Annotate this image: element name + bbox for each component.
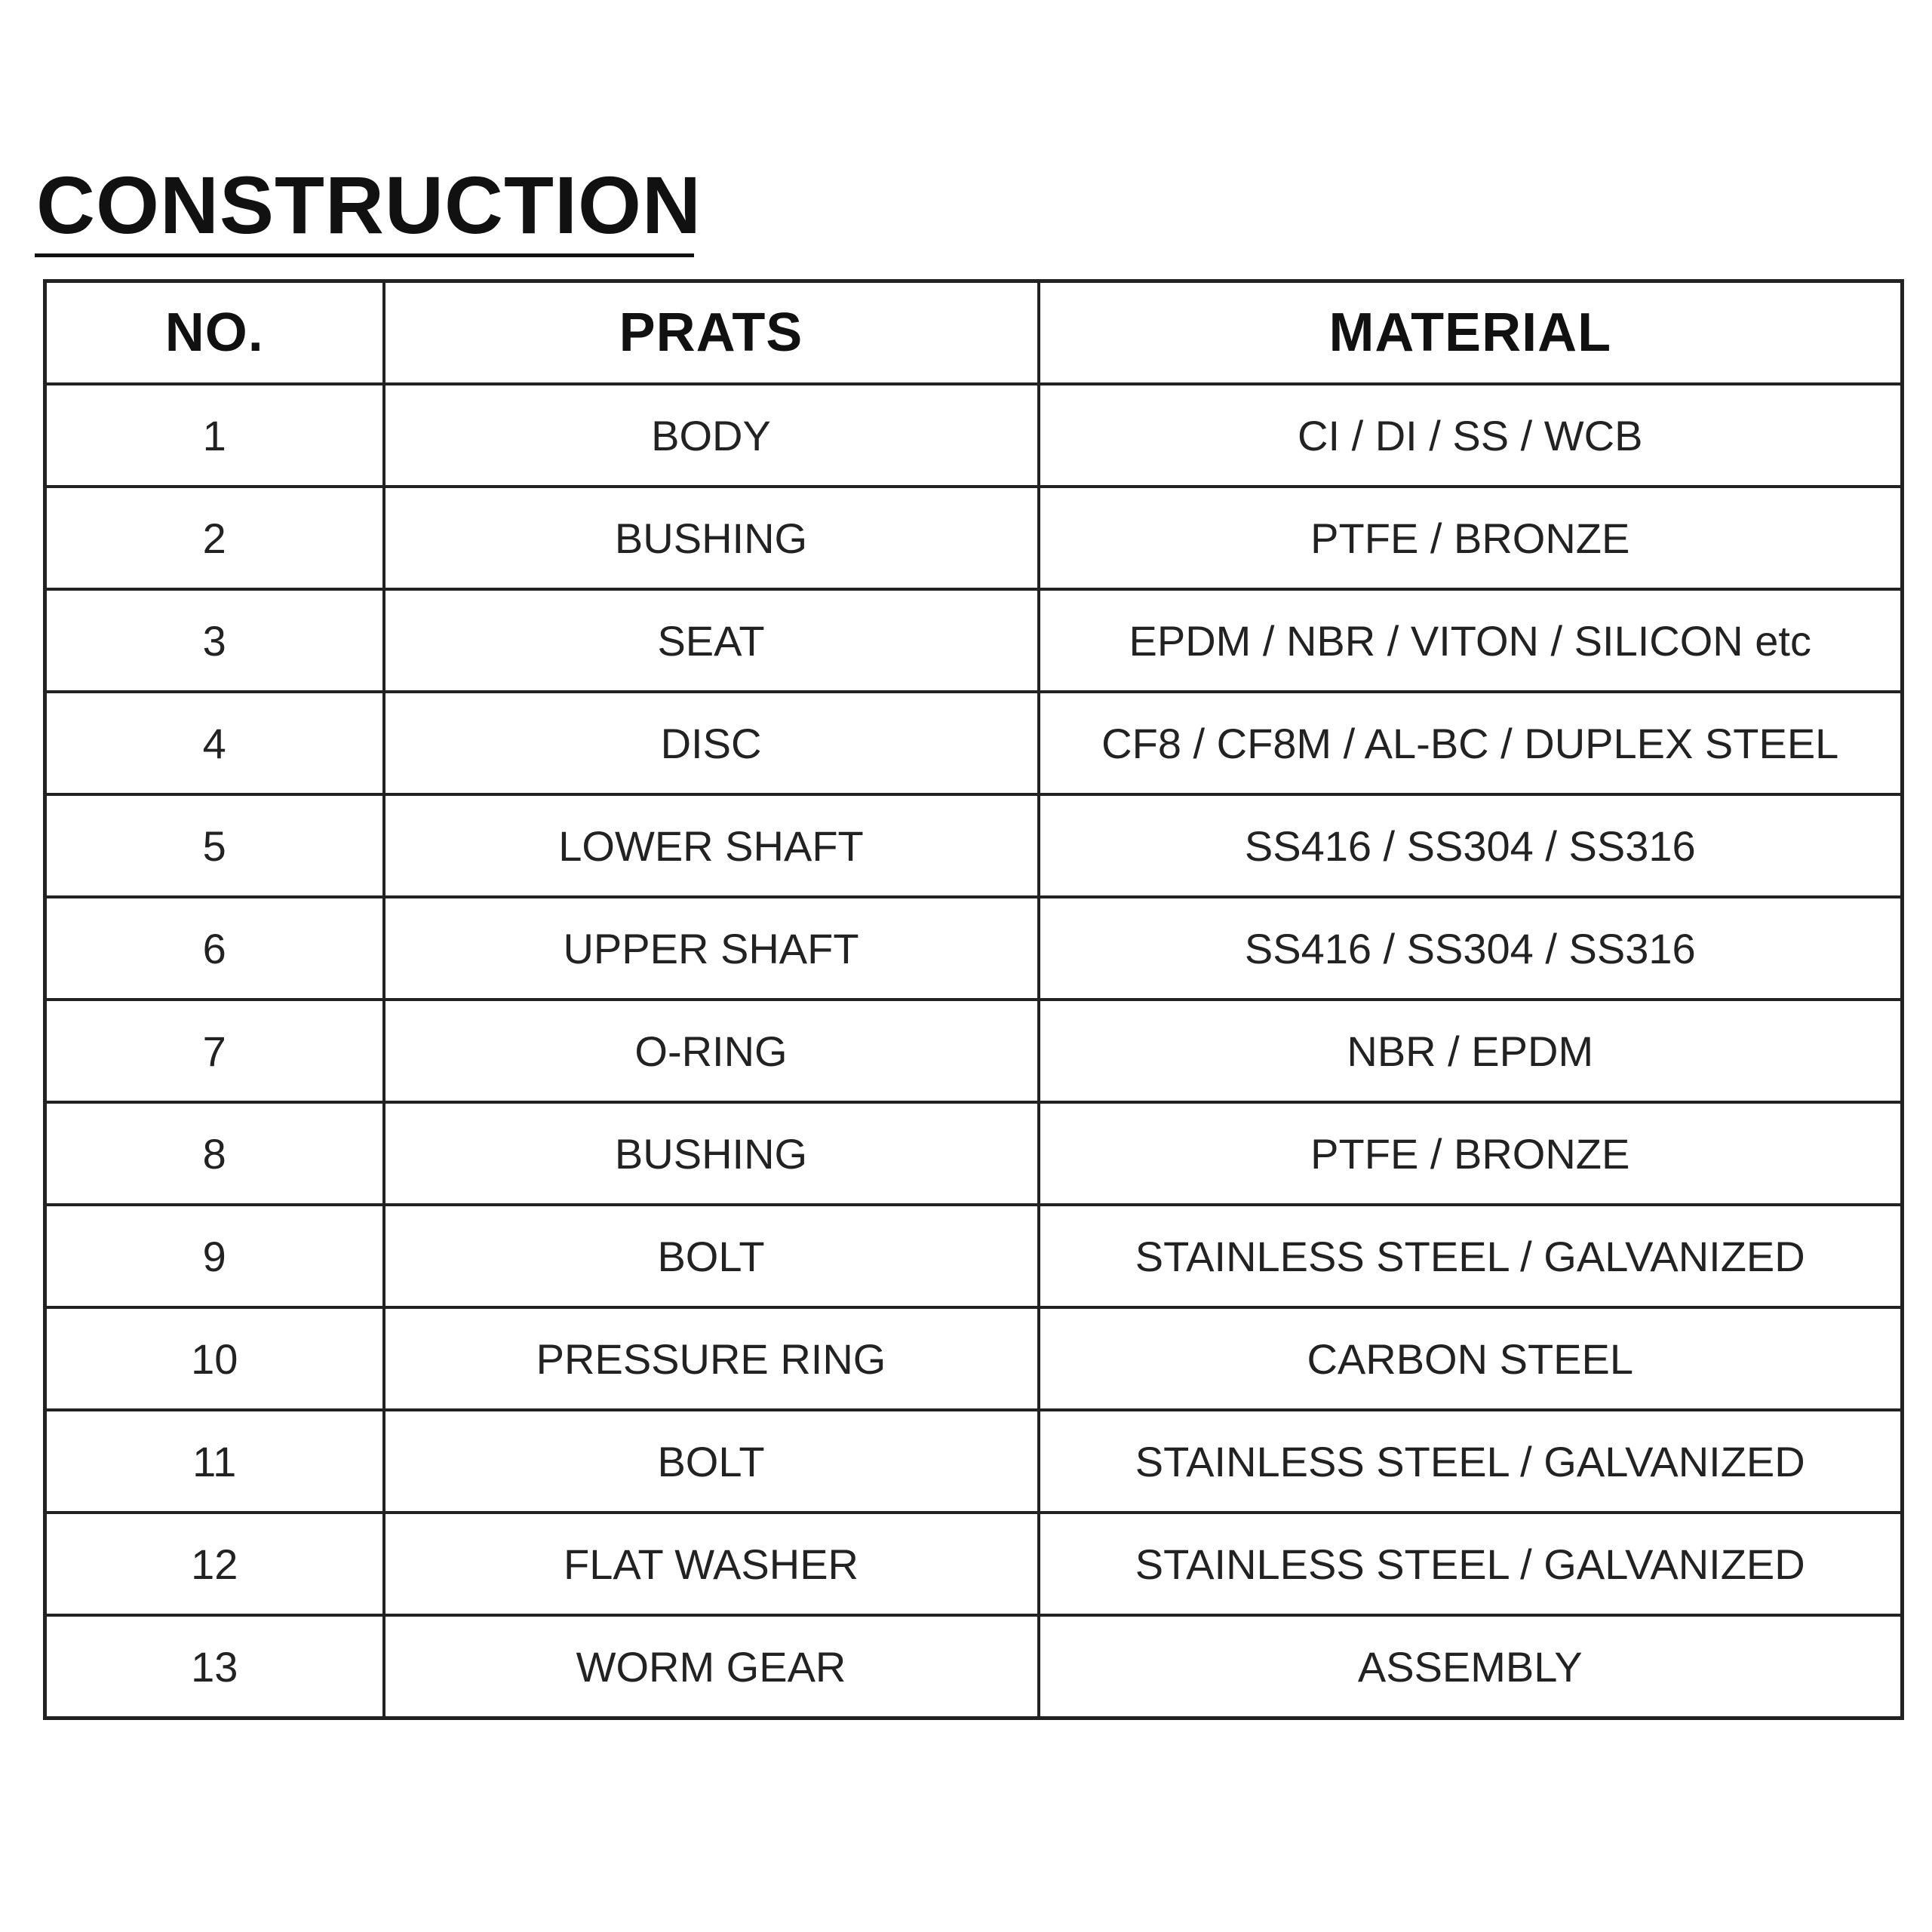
cell-material: STAINLESS STEEL / GALVANIZED	[1039, 1205, 1903, 1307]
cell-material: STAINLESS STEEL / GALVANIZED	[1039, 1513, 1903, 1615]
cell-material: CARBON STEEL	[1039, 1307, 1903, 1410]
table-row	[45, 384, 1903, 487]
cell-part: PRESSURE RING	[384, 1307, 1039, 1410]
cell-part: BUSHING	[384, 1102, 1039, 1205]
cell-material: ASSEMBLY	[1039, 1615, 1903, 1719]
cell-no: 6	[45, 897, 384, 1000]
cell-part: O-RING	[384, 1000, 1039, 1102]
cell-no: 7	[45, 1000, 384, 1102]
cell-material: STAINLESS STEEL / GALVANIZED	[1039, 1410, 1903, 1513]
table-row	[45, 1205, 1903, 1307]
cell-part: WORM GEAR	[384, 1615, 1039, 1719]
table-row	[45, 794, 1903, 897]
header-material: MATERIAL	[1039, 281, 1903, 385]
cell-material: PTFE / BRONZE	[1039, 487, 1903, 589]
cell-material: CI / DI / SS / WCB	[1039, 384, 1903, 487]
table-row	[45, 1513, 1903, 1615]
cell-no: 12	[45, 1513, 384, 1615]
cell-material: EPDM / NBR / VITON / SILICON etc	[1039, 589, 1903, 692]
cell-no: 11	[45, 1410, 384, 1513]
table-row	[45, 589, 1903, 692]
cell-part: UPPER SHAFT	[384, 897, 1039, 1000]
page-title: CONSTRUCTION	[36, 159, 702, 250]
cell-no: 1	[45, 384, 384, 487]
table-row	[45, 1000, 1903, 1102]
cell-part: BODY	[384, 384, 1039, 487]
title-underline	[35, 253, 694, 257]
cell-no: 13	[45, 1615, 384, 1719]
cell-part: DISC	[384, 692, 1039, 794]
cell-no: 4	[45, 692, 384, 794]
table-body	[45, 384, 1903, 1719]
header-row	[45, 281, 1903, 385]
cell-material: SS416 / SS304 / SS316	[1039, 897, 1903, 1000]
cell-no: 10	[45, 1307, 384, 1410]
cell-no: 5	[45, 794, 384, 897]
cell-no: 9	[45, 1205, 384, 1307]
header-no: NO.	[45, 281, 384, 385]
table-row	[45, 1615, 1903, 1719]
cell-part: SEAT	[384, 589, 1039, 692]
header-parts: PRATS	[384, 281, 1039, 385]
cell-no: 8	[45, 1102, 384, 1205]
cell-part: BOLT	[384, 1410, 1039, 1513]
cell-part: LOWER SHAFT	[384, 794, 1039, 897]
table-row	[45, 692, 1903, 794]
cell-part: BUSHING	[384, 487, 1039, 589]
table-row	[45, 897, 1903, 1000]
cell-material: NBR / EPDM	[1039, 1000, 1903, 1102]
table-row	[45, 487, 1903, 589]
cell-material: SS416 / SS304 / SS316	[1039, 794, 1903, 897]
table-header	[45, 281, 1903, 385]
cell-no: 3	[45, 589, 384, 692]
cell-material: PTFE / BRONZE	[1039, 1102, 1903, 1205]
table-row	[45, 1307, 1903, 1410]
cell-no: 2	[45, 487, 384, 589]
construction-table	[43, 279, 1904, 1720]
cell-part: BOLT	[384, 1205, 1039, 1307]
cell-part: FLAT WASHER	[384, 1513, 1039, 1615]
table-row	[45, 1410, 1903, 1513]
table-row	[45, 1102, 1903, 1205]
cell-material: CF8 / CF8M / AL-BC / DUPLEX STEEL	[1039, 692, 1903, 794]
